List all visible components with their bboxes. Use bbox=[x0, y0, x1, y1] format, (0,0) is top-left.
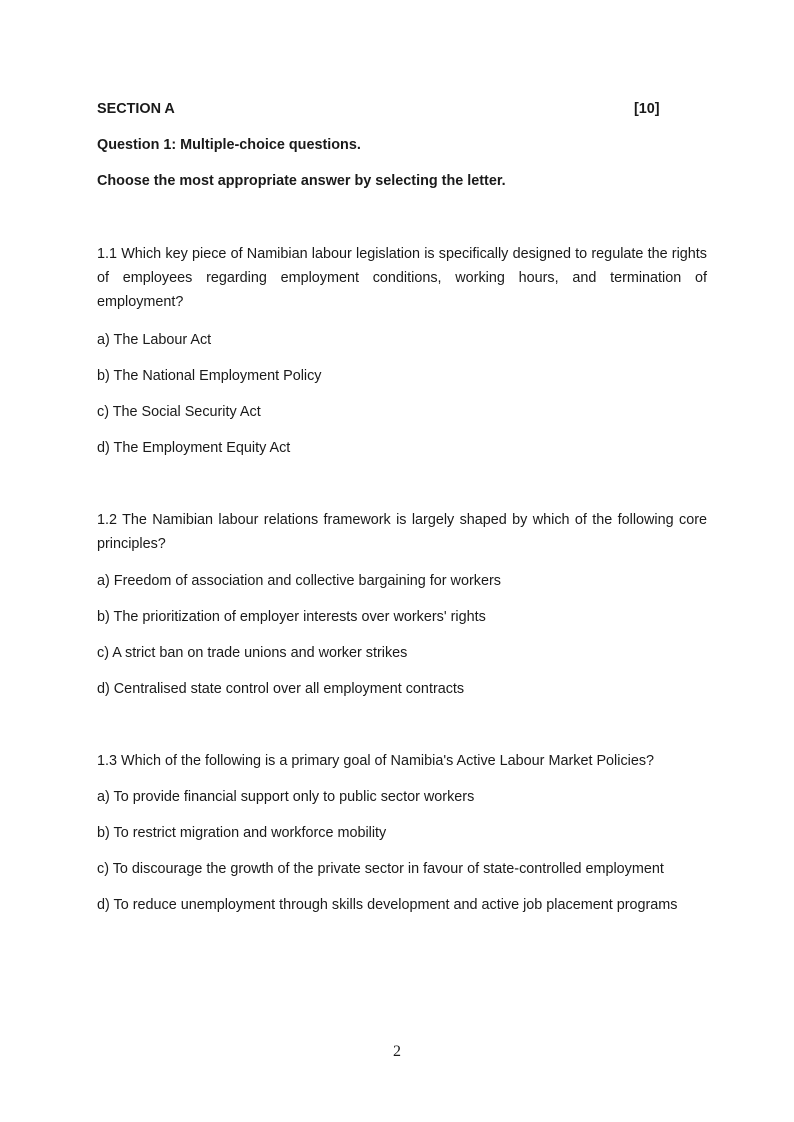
option-1-2-a[interactable]: a) Freedom of association and collective bargaining for workers bbox=[97, 573, 501, 589]
option-1-2-c[interactable]: c) A strict ban on trade unions and worker strikes bbox=[97, 645, 408, 661]
option-1-2-b[interactable]: b) The prioritization of employer interests over workers' rights bbox=[97, 609, 486, 625]
page-number: 2 bbox=[393, 1043, 401, 1060]
option-1-2-d[interactable]: d) Centralised state control over all employment contracts bbox=[97, 681, 465, 697]
option-1-1-b[interactable]: b) The National Employment Policy bbox=[97, 368, 322, 384]
option-1-3-c[interactable]: c) To discourage the growth of the private sector in favour of state-controlled employment bbox=[97, 861, 664, 877]
option-1-3-d[interactable]: d) To reduce unemployment through skills development and active job placement programs bbox=[97, 897, 678, 913]
option-1-3-a[interactable]: a) To provide financial support only to public sector workers bbox=[97, 789, 475, 805]
instruction: Choose the most appropriate answer by selecting the letter. bbox=[97, 173, 506, 189]
section-marks: [10] bbox=[634, 101, 660, 117]
option-1-1-c[interactable]: c) The Social Security Act bbox=[97, 404, 261, 420]
question-1-1: 1.1 Which key piece of Namibian labour legislation is specifically designed to regulate the rights of employees regarding employment conditions, working hours, and termination of employment? bbox=[97, 246, 707, 310]
question-title: Question 1: Multiple-choice questions. bbox=[97, 137, 361, 153]
option-1-1-d[interactable]: d) The Employment Equity Act bbox=[97, 440, 291, 456]
question-1-2: 1.2 The Namibian labour relations framework is largely shaped by which of the following core principles? bbox=[97, 512, 707, 552]
section-heading: SECTION A bbox=[97, 101, 175, 117]
question-1-3: 1.3 Which of the following is a primary goal of Namibia's Active Labour Market Policies? bbox=[97, 753, 655, 769]
option-1-3-b[interactable]: b) To restrict migration and workforce mobility bbox=[97, 825, 387, 841]
option-1-1-a[interactable]: a) The Labour Act bbox=[97, 332, 212, 348]
